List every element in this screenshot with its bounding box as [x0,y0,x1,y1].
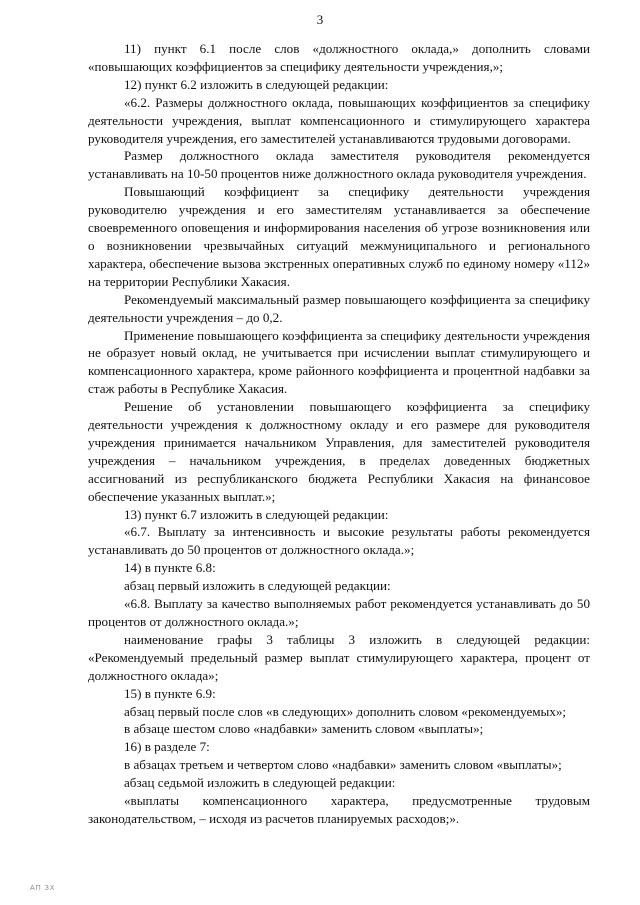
paragraph: 13) пункт 6.7 изложить в следующей редакции: [124,506,389,522]
paragraph: Размер должностного оклада заместителя руководителя рекомендуется устанавливать на 10-50 процентов ниже должностного оклада руководителя учреждения. [88,148,590,182]
document-body [88,40,590,828]
paragraph: Решение об установлении повышающего коэффициента за специфику деятельности учреждения к должностному окладу и его размере для руководителя учреждения принимается начальником Управления, для заместителей руководителя учреждения – начальником учреждения, в пределах доведенных бюджетных ассигнований из республиканского бюджета Республики Хакасия на финансовое обеспечение указанных выплат.»; [88,399,590,504]
page-number: 3 [316,12,324,27]
paragraph: наименование графы 3 таблицы 3 изложить в следующей редакции: «Рекомендуемый предельный размер выплат стимулирующего характера, процент от должностного оклада»; [88,631,590,683]
paragraph: 15) в пункте 6.9: [124,685,216,701]
paragraph: 14) в пункте 6.8: [124,560,216,576]
paragraph: Повышающий коэффициент за специфику деятельности учреждения руководителю учреждения и его заместителям устанавливается за обеспечение своевременного оповещения и информирования населения об угрозе возникновения или о возникновении чрезвычайных ситуаций межмуниципального и регионального характера, обеспечение вызова экстренных оперативных служб по единому номеру «112» на территории Республики Хакасия. [88,184,590,289]
paragraph: абзац первый изложить в следующей редакции: [124,578,391,594]
paragraph: Рекомендуемый максимальный размер повышающего коэффициента за специфику деятельности учреждения – до 0,2. [88,291,590,325]
paragraph: абзац седьмой изложить в следующей редакции: [124,775,396,791]
paragraph: в абзаце шестом слово «надбавки» заменить словом «выплаты»; [124,721,484,737]
paragraph: «6.7. Выплату за интенсивность и высокие результаты работы рекомендуется устанавливать до 50 процентов от должностного оклада.»; [88,524,590,558]
paragraph: Применение повышающего коэффициента за специфику деятельности учреждения не образует новый оклад, не учитывается при исчислении выплат стимулирующего и компенсационного характера, кроме районного коэффициента и процентной надбавки за стаж работы в Республике Хакасия. [88,327,590,397]
paragraph: абзац первый после слов «в следующих» дополнить словом «рекомендуемых»; [124,703,567,719]
paragraph: в абзацах третьем и четвертом слово «надбавки» заменить словом «выплаты»; [124,757,562,773]
paragraph: «6.8. Выплату за качество выполняемых работ рекомендуется устанавливать до 50 процентов от должностного оклада.»; [88,596,590,629]
paragraph: «выплаты компенсационного характера, предусмотренные трудовым законодательством, – исходя из расчетов планируемых расходов;». [88,793,590,826]
paragraph: 12) пункт 6.2 изложить в следующей редакции: [124,76,389,92]
paragraph: 16) в разделе 7: [124,739,210,755]
paragraph: «6.2. Размеры должностного оклада, повышающих коэффициентов за специфику деятельности учреждения, выплат компенсационного и стимулирующего характера руководителя учреждения, его заместителей устанавливаются трудовыми договорами. [88,94,590,146]
paragraph: 11) пункт 6.1 после слов «должностного оклада,» дополнить словами «повышающих коэффициентов за специфику деятельности учреждения,»; [88,41,590,74]
footer-mark: АП ЗХ [30,885,56,892]
